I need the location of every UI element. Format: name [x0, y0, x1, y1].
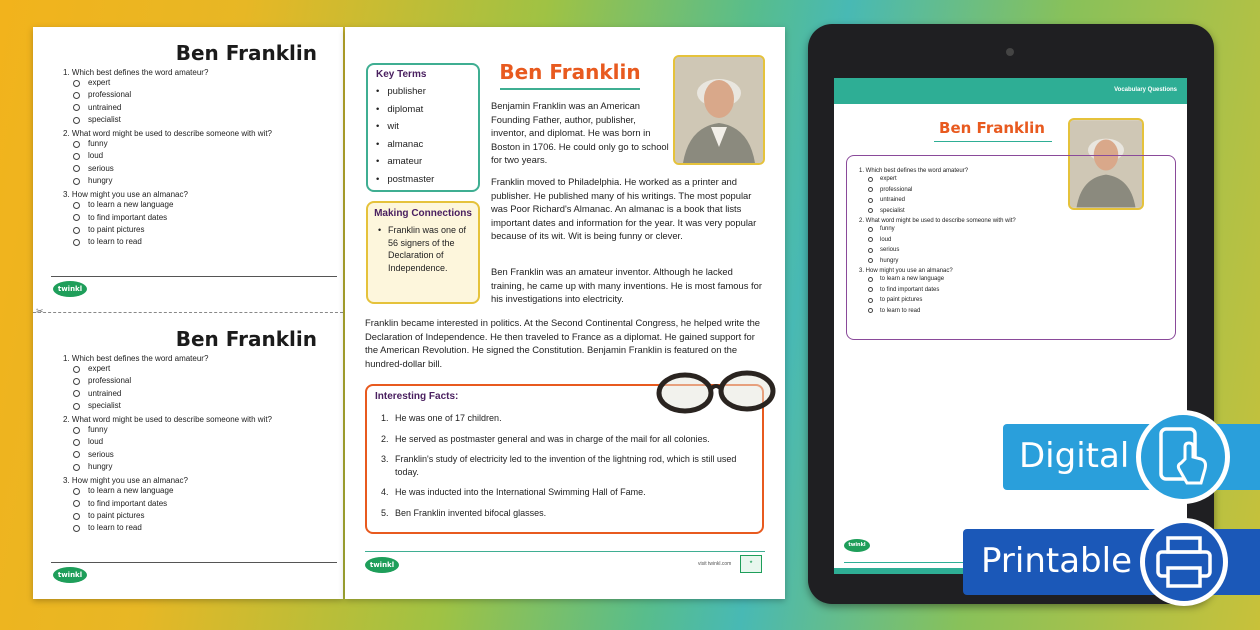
paragraph-4: Franklin became interested in politics. At the Second Continental Congress, he helped write the Declaration of Independence. He then traveled to France as a diplomat. He gained support for the American Revolution. He signed the Constitution. Benjamin Franklin is featured on the hundred-dollar bill. [365, 317, 761, 369]
making-connections-heading: Making Connections [374, 208, 472, 219]
worksheet-page [33, 27, 343, 599]
option[interactable]: untrained [868, 195, 1163, 206]
key-term: • postmaster [376, 171, 470, 189]
key-term: • amateur [376, 153, 470, 171]
question-2: 2. What word might be used to describe someone with wit? [63, 415, 272, 425]
twinkl-logo: twinkl [844, 539, 870, 552]
footer-url: visit twinkl.com [698, 561, 732, 567]
making-connections-text: • Franklin was one of 56 signers of the Declaration of Independence. [374, 224, 472, 274]
footer-stamp-icon: ★ [740, 555, 762, 573]
radio-icon[interactable] [868, 248, 873, 253]
option[interactable]: to paint pictures [73, 510, 325, 522]
radio-icon[interactable] [73, 427, 80, 434]
reading-page [345, 27, 785, 599]
key-terms-heading: Key Terms [376, 69, 427, 80]
question-3: 3. How might you use an almanac? [63, 476, 188, 486]
radio-icon[interactable] [73, 153, 80, 160]
radio-icon[interactable] [868, 287, 873, 292]
radio-icon[interactable] [868, 237, 873, 242]
option[interactable]: expert [868, 174, 1163, 185]
radio-icon[interactable] [73, 390, 80, 397]
radio-icon[interactable] [73, 178, 80, 185]
facts-heading: Interesting Facts: [375, 391, 459, 402]
paragraph-2: Franklin moved to Philadelphia. He worked as a printer and publisher. He published many of his writings. The most popular was Poor Richard's Almanac. An almanac is a book that lists important dates and information for the year. It was very popular because of its wit. Wit is being funny or clever. [491, 176, 757, 242]
option[interactable]: to learn to read [73, 236, 325, 248]
radio-icon[interactable] [73, 117, 80, 124]
worksheet-title: Ben Franklin [175, 327, 317, 351]
key-term: • publisher [376, 83, 470, 101]
option[interactable]: to paint pictures [73, 224, 325, 236]
option[interactable]: serious [73, 163, 325, 175]
radio-icon[interactable] [73, 366, 80, 373]
option[interactable]: hungry [868, 256, 1163, 267]
option[interactable]: to learn a new language [73, 199, 325, 211]
screen-title: Ben Franklin [939, 119, 1045, 137]
question-3: 3. How might you use an almanac? [859, 268, 953, 274]
radio-icon[interactable] [868, 258, 873, 263]
scissors-icon: ✂ [36, 306, 44, 316]
divider [51, 562, 337, 563]
radio-icon[interactable] [73, 227, 80, 234]
tablet-touch-icon [1136, 410, 1230, 504]
making-connections-box [366, 201, 480, 304]
question-3: 3. How might you use an almanac? [63, 190, 188, 200]
option[interactable]: professional [73, 89, 325, 101]
radio-icon[interactable] [73, 239, 80, 246]
option[interactable]: funny [868, 224, 1163, 235]
option[interactable]: loud [73, 150, 325, 162]
key-term: • almanac [376, 136, 470, 154]
fact-item: 3. Franklin's study of electricity led to the invention of the lightning rod, which is still used today. [381, 454, 737, 477]
option[interactable]: expert [73, 77, 325, 89]
camera-icon [1006, 48, 1014, 56]
radio-icon[interactable] [73, 104, 80, 111]
question-1: 1. Which best defines the word amateur? [63, 354, 209, 363]
option[interactable]: professional [73, 375, 325, 387]
radio-icon[interactable] [868, 198, 873, 203]
tablet-device [808, 24, 1214, 604]
option[interactable]: specialist [73, 400, 325, 412]
option[interactable]: untrained [73, 388, 325, 400]
fact-item: 1. He was one of 17 children. [381, 413, 502, 423]
screen-header-label: Vocabulary Questions [1114, 87, 1177, 93]
radio-icon[interactable] [73, 488, 80, 495]
franklin-portrait [673, 55, 765, 165]
radio-icon[interactable] [73, 439, 80, 446]
cut-line [33, 312, 343, 313]
key-term: • wit [376, 118, 470, 136]
question-1: 1. Which best defines the word amateur? [859, 168, 969, 174]
option[interactable]: specialist [73, 114, 325, 126]
radio-icon[interactable] [73, 525, 80, 532]
option[interactable]: serious [73, 449, 325, 461]
radio-icon[interactable] [73, 513, 80, 520]
radio-icon[interactable] [868, 187, 873, 192]
radio-icon[interactable] [73, 165, 80, 172]
twinkl-logo: twinkl [365, 557, 399, 573]
key-terms-box [366, 63, 480, 192]
radio-icon[interactable] [73, 378, 80, 385]
radio-icon[interactable] [73, 451, 80, 458]
footer-divider [365, 551, 765, 552]
portrait-image [675, 57, 763, 163]
paragraph-1: Benjamin Franklin was an American Founding Father, author, publisher, inventor, and diplomat. He was born in Boston in 1706. He could only go to school for two years. [491, 100, 669, 166]
option[interactable]: funny [73, 138, 325, 150]
radio-icon[interactable] [868, 308, 873, 313]
radio-icon[interactable] [73, 80, 80, 87]
question-2: 2. What word might be used to describe someone with wit? [63, 129, 272, 139]
paragraph-3: Ben Franklin was an amateur inventor. Although he lacked training, he came up with many inventions. He is most famous for his investigations into electricity. [491, 266, 762, 305]
twinkl-logo: twinkl [53, 567, 87, 583]
option[interactable]: loud [868, 235, 1163, 246]
digital-label: Digital [1019, 436, 1130, 476]
radio-icon[interactable] [73, 214, 80, 221]
option[interactable]: serious [868, 245, 1163, 256]
option[interactable]: funny [73, 424, 325, 436]
option[interactable]: to learn a new language [73, 485, 325, 497]
worksheet-top [33, 41, 343, 249]
option[interactable]: to learn a new language [868, 274, 1163, 285]
option[interactable]: to paint pictures [868, 295, 1163, 306]
screen-question-box [846, 155, 1176, 340]
option[interactable]: loud [73, 436, 325, 448]
option[interactable]: to find important dates [73, 212, 325, 224]
radio-icon[interactable] [868, 227, 873, 232]
option[interactable]: untrained [73, 102, 325, 114]
radio-icon[interactable] [868, 277, 873, 282]
radio-icon[interactable] [73, 202, 80, 209]
printer-icon [1140, 518, 1228, 606]
twinkl-logo: twinkl [53, 281, 87, 297]
tablet-screen [834, 78, 1187, 574]
radio-icon[interactable] [868, 298, 873, 303]
title-underline [500, 88, 640, 90]
worksheet-title: Ben Franklin [175, 41, 317, 65]
option[interactable]: to learn to read [73, 522, 325, 534]
option[interactable]: to find important dates [73, 498, 325, 510]
fact-item: 4. He was inducted into the International Swimming Hall of Fame. [381, 487, 646, 497]
option[interactable]: to find important dates [868, 285, 1163, 296]
option[interactable]: to learn to read [868, 306, 1163, 317]
question-2: 2. What word might be used to describe someone with wit? [859, 218, 1016, 224]
glasses-icon [653, 367, 779, 417]
option[interactable]: hungry [73, 175, 325, 187]
reading-title: Ben Franklin [499, 60, 641, 84]
question-1: 1. Which best defines the word amateur? [63, 68, 209, 77]
radio-icon[interactable] [868, 208, 873, 213]
screen-header [834, 78, 1187, 104]
printable-label: Printable [981, 541, 1132, 581]
fact-item: 2. He served as postmaster general and was in charge of the mail for all colonies. [381, 433, 710, 444]
worksheet-bottom [33, 327, 343, 535]
radio-icon[interactable] [73, 464, 80, 471]
option[interactable]: professional [868, 185, 1163, 196]
key-term: • diplomat [376, 101, 470, 119]
radio-icon[interactable] [73, 403, 80, 410]
radio-icon[interactable] [73, 92, 80, 99]
option[interactable]: expert [73, 363, 325, 375]
divider [51, 276, 337, 277]
radio-icon[interactable] [73, 141, 80, 148]
option[interactable]: hungry [73, 461, 325, 473]
radio-icon[interactable] [868, 177, 873, 182]
fact-item: 5. Ben Franklin invented bifocal glasses. [381, 507, 547, 518]
radio-icon[interactable] [73, 500, 80, 507]
option[interactable]: specialist [868, 206, 1163, 217]
screen-title-underline [934, 141, 1052, 142]
